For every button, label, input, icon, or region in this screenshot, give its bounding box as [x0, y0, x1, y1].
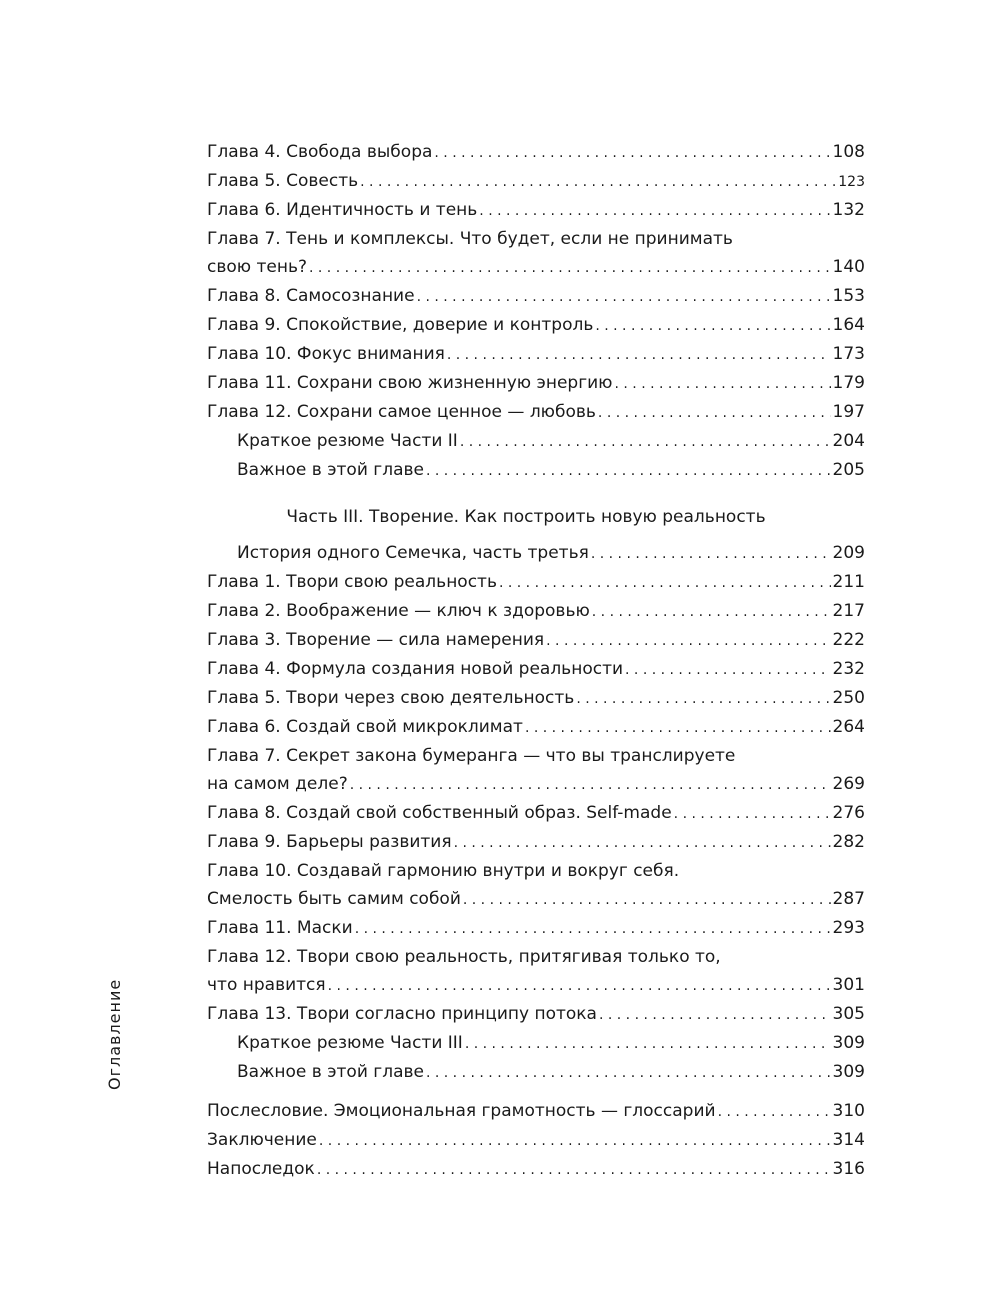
toc-entry[interactable]: [207, 340, 865, 369]
toc-entry-page: 282: [832, 832, 865, 852]
toc-entry[interactable]: [207, 914, 865, 943]
toc-entry-page: 204: [832, 431, 865, 451]
toc-leader-dots: [674, 800, 831, 828]
toc-entry-title: Глава 4. Формула создания новой реальности: [207, 659, 624, 679]
toc-entry-page: 205: [832, 460, 865, 480]
toc-entry[interactable]: [207, 799, 865, 828]
toc-entry-title-line1: Глава 7. Тень и комплексы. Что будет, если не принимать: [207, 229, 733, 249]
toc-leader-dots: [718, 1098, 831, 1126]
toc-leader-dots: [350, 771, 831, 799]
toc-entry[interactable]: [207, 138, 865, 167]
toc-entry[interactable]: [207, 1029, 865, 1058]
toc-entry[interactable]: [207, 311, 865, 340]
toc-leader-dots: [615, 370, 831, 398]
toc-entry-page: 108: [832, 142, 865, 162]
toc-leader-dots: [434, 139, 830, 167]
toc-entry[interactable]: [207, 655, 865, 684]
toc-entry-page: 309: [832, 1062, 865, 1082]
toc-leader-dots: [625, 656, 831, 684]
toc-entry-title: История одного Семечка, часть третья: [237, 543, 589, 563]
part-heading: Часть III. Творение. Как построить новую реальность: [286, 507, 766, 527]
table-of-contents: [207, 138, 865, 1184]
toc-entry-page: 309: [832, 1033, 865, 1053]
toc-entry-multiline[interactable]: [207, 742, 865, 799]
toc-entry-page: 314: [832, 1130, 865, 1150]
toc-entry-title: Глава 6. Создай свой микроклимат: [207, 717, 523, 737]
toc-entry[interactable]: [207, 167, 865, 196]
toc-entry-page: 197: [832, 402, 865, 422]
toc-entry[interactable]: [207, 1097, 865, 1126]
toc-entry[interactable]: [207, 1000, 865, 1029]
toc-entry-title: на самом деле?: [207, 774, 348, 794]
toc-leader-dots: [309, 254, 831, 282]
toc-leader-dots: [465, 1030, 831, 1058]
toc-entry[interactable]: [207, 369, 865, 398]
toc-entry-multiline[interactable]: [207, 225, 865, 282]
toc-leader-dots: [479, 197, 830, 225]
toc-entry[interactable]: [207, 626, 865, 655]
toc-leader-dots: [328, 972, 831, 1000]
toc-entry-title: Глава 4. Свобода выбора: [207, 142, 433, 162]
toc-entry-title: Глава 5. Совесть: [207, 171, 359, 191]
toc-leader-dots: [525, 714, 831, 742]
toc-entry-title: Глава 8. Создай свой собственный образ. Self-made: [207, 803, 672, 823]
toc-entry-title: Напоследок: [207, 1159, 315, 1179]
toc-entry-page: 173: [832, 344, 865, 364]
toc-entry-page: 211: [832, 572, 865, 592]
toc-entry-title: Глава 1. Твори свою реальность: [207, 572, 497, 592]
toc-entry-page: 287: [832, 889, 865, 909]
toc-entry-title: что нравится: [207, 975, 326, 995]
toc-entry-page: 222: [832, 630, 865, 650]
toc-entry-title-line1: Глава 12. Твори свою реальность, притягивая только то,: [207, 947, 721, 967]
toc-entry-page: 217: [832, 601, 865, 621]
toc-entry[interactable]: [207, 427, 865, 456]
toc-entry[interactable]: [207, 398, 865, 427]
toc-entry-title: Послесловие. Эмоциональная грамотность — глоссарий: [207, 1101, 716, 1121]
toc-entry[interactable]: [207, 828, 865, 857]
toc-entry-page: 153: [832, 286, 865, 306]
toc-entry[interactable]: [207, 1126, 865, 1155]
toc-entry-title: Краткое резюме Части III: [237, 1033, 463, 1053]
toc-entry-page: 316: [832, 1159, 865, 1179]
toc-leader-dots: [355, 915, 831, 943]
toc-entry[interactable]: [207, 196, 865, 225]
section-side-label: Оглавление: [105, 978, 124, 1090]
toc-entry-page: 310: [832, 1101, 865, 1121]
toc-entry-title: Смелость быть самим собой: [207, 889, 461, 909]
toc-leader-dots: [426, 1059, 831, 1087]
toc-entry[interactable]: [207, 713, 865, 742]
toc-entry-title: Глава 11. Сохрани свою жизненную энергию: [207, 373, 613, 393]
toc-leader-dots: [546, 627, 830, 655]
toc-entry-title: Важное в этой главе: [237, 1062, 424, 1082]
toc-entry-page: 179: [832, 373, 865, 393]
toc-entry[interactable]: [207, 456, 865, 485]
toc-entry-page: 269: [832, 774, 865, 794]
toc-leader-dots: [592, 598, 831, 626]
toc-entry-page: 209: [832, 543, 865, 563]
toc-entry[interactable]: [207, 684, 865, 713]
toc-entry-title: Важное в этой главе: [237, 460, 424, 480]
toc-entry-page: 305: [832, 1004, 865, 1024]
toc-entry-page: 123: [838, 174, 865, 190]
toc-entry-title: Глава 10. Фокус внимания: [207, 344, 445, 364]
toc-entry-page: 232: [832, 659, 865, 679]
toc-entry-title: Краткое резюме Части II: [237, 431, 458, 451]
toc-leader-dots: [576, 685, 830, 713]
toc-leader-dots: [599, 1001, 831, 1029]
toc-entry-title: Глава 5. Твори через свою деятельность: [207, 688, 575, 708]
toc-leader-dots: [460, 428, 831, 456]
toc-entry-title: Глава 8. Самосознание: [207, 286, 415, 306]
toc-entry-page: 293: [832, 918, 865, 938]
toc-entry-title: Глава 13. Твори согласно принципу потока: [207, 1004, 597, 1024]
toc-entry-title-line1: Глава 7. Секрет закона бумеранга — что вы транслируете: [207, 746, 736, 766]
toc-entry-page: 264: [832, 717, 865, 737]
toc-entry-title: Глава 2. Воображение — ключ к здоровью: [207, 601, 590, 621]
toc-entry-title-line1: Глава 10. Создавай гармонию внутри и вокруг себя.: [207, 861, 680, 881]
toc-entry-page: 276: [832, 803, 865, 823]
toc-entry-title: Глава 9. Спокойствие, доверие и контроль: [207, 315, 594, 335]
toc-entry-page: 140: [832, 257, 865, 277]
toc-entry-page: 132: [832, 200, 865, 220]
toc-leader-dots: [499, 569, 831, 597]
toc-entry-title: Заключение: [207, 1130, 317, 1150]
toc-leader-dots: [417, 283, 831, 311]
toc-leader-dots: [426, 457, 831, 485]
toc-entry-title: свою тень?: [207, 257, 307, 277]
toc-entry[interactable]: [207, 1058, 865, 1087]
toc-entry-multiline[interactable]: [207, 857, 865, 914]
toc-entry-page: 250: [832, 688, 865, 708]
toc-leader-dots: [360, 168, 836, 196]
toc-entry-title: Глава 3. Творение — сила намерения: [207, 630, 545, 650]
toc-leader-dots: [454, 829, 831, 857]
toc-leader-dots: [595, 312, 830, 340]
toc-leader-dots: [319, 1127, 831, 1155]
toc-entry-title: Глава 6. Идентичность и тень: [207, 200, 478, 220]
toc-leader-dots: [317, 1156, 831, 1184]
toc-entry-page: 164: [832, 315, 865, 335]
toc-entry[interactable]: [207, 539, 865, 568]
toc-entry[interactable]: [207, 597, 865, 626]
toc-entry-title: Глава 12. Сохрани самое ценное — любовь: [207, 402, 596, 422]
toc-leader-dots: [591, 540, 831, 568]
toc-entry[interactable]: [207, 1155, 865, 1184]
section-gap: [207, 1087, 865, 1097]
toc-entry-title: Глава 9. Барьеры развития: [207, 832, 452, 852]
toc-entry-page: 301: [832, 975, 865, 995]
toc-entry-title: Глава 11. Маски: [207, 918, 353, 938]
toc-entry-multiline[interactable]: [207, 943, 865, 1000]
toc-entry[interactable]: [207, 282, 865, 311]
toc-leader-dots: [598, 399, 831, 427]
toc-leader-dots: [463, 886, 831, 914]
toc-leader-dots: [447, 341, 831, 369]
toc-entry[interactable]: [207, 568, 865, 597]
